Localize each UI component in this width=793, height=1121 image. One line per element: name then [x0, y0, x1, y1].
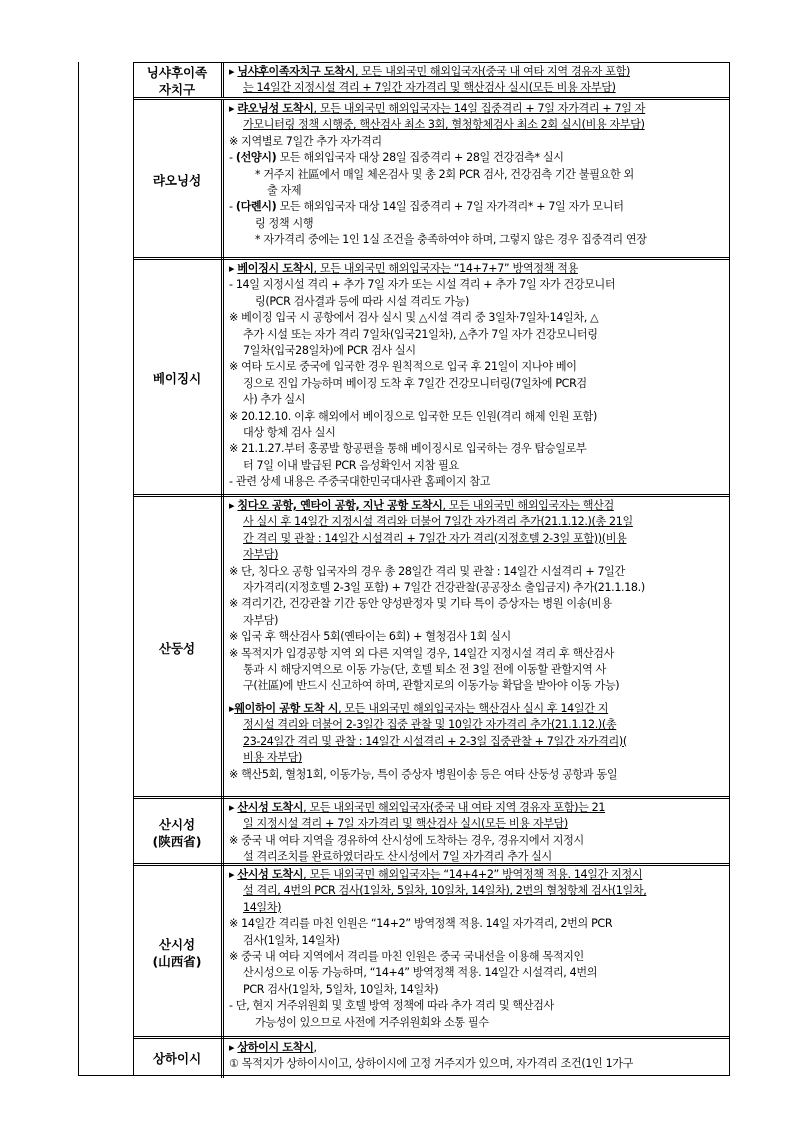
text-segment: 통과 시 해당지역으로 이동 가능(단, 호텔 퇴소 전 3일 전에 이동할 관할지역 사 [243, 663, 606, 677]
text-segment: ※ 20.12.10. 이후 해외에서 베이징으로 입국한 모든 인원(격리 해제 인원 포함) [229, 409, 597, 423]
text-line [229, 531, 725, 547]
region-name: 자치구 [158, 81, 196, 97]
region-policy-text [229, 64, 725, 97]
text-segment: ▸ [229, 65, 238, 78]
text-segment: 링 정책 시행 [255, 216, 314, 230]
region-row-shanghai [133, 1036, 729, 1078]
text-line [229, 232, 725, 248]
text-segment: 23-24일간 격리 및 관찰 : 14일간 시설격리 + 2-3일 집중관찰 + 7일간 자가격리)( [243, 734, 627, 748]
text-line [229, 800, 725, 816]
text-line [229, 1040, 725, 1056]
text-segment: ※ 격리기간, 건강관찰 기간 동안 양성판정자 및 기타 특이 증상자는 병원 이송(비용 [229, 597, 612, 611]
text-segment: ※ 목적지가 입경공항 지역 외 다른 지역일 경우, 14일간 지정시설 격리 후 핵산검사 [229, 646, 615, 660]
text-segment: ▸ [229, 868, 238, 881]
text-line [229, 596, 725, 612]
text-line [229, 965, 725, 981]
text-segment: 칭다오 공항, 옌타이 공항, 지난 공항 도착시 [237, 499, 443, 512]
region-name-cell [133, 1039, 224, 1078]
text-segment: 출 자제 [267, 184, 302, 198]
text-segment: ▸ [229, 701, 235, 715]
text-segment: ※ 여타 도시로 중국에 입국한 경우 원칙적으로 입국 후 21일이 지나야 베이 [229, 360, 577, 374]
text-segment: 가모니터링 정책 시행중, 핵산검사 최소 3회, 혈청항체검사 최소 2회 실시(비용 자부담) [243, 118, 645, 132]
text-line [229, 580, 725, 596]
text-segment: ※ 중국 내 여타 지역에서 격리를 마친 인원은 중국 국내선을 이용해 목적지인 [229, 950, 584, 964]
text-segment: ※ 중국 내 여타 지역을 경유하여 산시성에 도착하는 경우, 경유지에서 지정시 [229, 833, 584, 847]
text-line [229, 117, 725, 133]
text-line [229, 678, 725, 694]
text-line [229, 613, 725, 629]
text-segment: ▸ [229, 801, 238, 814]
text-segment: 베이징시 도착시 [237, 262, 314, 275]
text-line [229, 1056, 725, 1072]
text-segment: 자부담) [243, 613, 279, 627]
text-segment: 대상 항체 검사 실시 [243, 426, 336, 440]
text-line [229, 883, 725, 899]
text-segment: , 모든 내외국민 해외입국자(중국 내 여타 지역 경유자 포함) [354, 65, 630, 78]
text-segment: 는 14일간 지정시설 격리 + 7일간 자가격리 및 핵산검사 실시(모든 비용 자부담) [243, 81, 616, 95]
text-segment: ※ 단, 칭다오 공항 입국자의 경우 총 28일간 격리 및 관찰 : 14일간 시설격리 + 7일간 [229, 564, 625, 578]
text-segment: ▸ [229, 102, 238, 115]
text-segment: ※ 핵산5회, 혈청1회, 이동가능, 특이 증상자 병원이송 등은 여타 산둥성 공항과 동일 [229, 767, 618, 781]
region-policy-text [229, 261, 725, 491]
document-page [78, 62, 730, 1076]
text-line [229, 816, 725, 832]
region-name: 산시성 [158, 816, 196, 832]
text-segment: ① 목적지가 상하이시이고, 상하이시에 고정 거주지가 있으며, 자가격리 조건(1인 1가구 [229, 1057, 634, 1071]
text-segment: 산시성으로 이동 가능하며, “14+4” 방역정책 적용. 14일간 시설격리, 4번의 [243, 966, 598, 980]
text-line [229, 216, 725, 232]
region-policy-text [229, 800, 725, 866]
text-segment: 산시성 도착시 [237, 801, 304, 814]
text-line [229, 294, 725, 310]
text-segment: 가능성이 있으므로 사전에 거주위원회와 소통 필수 [255, 1015, 489, 1029]
text-segment: 사 실시 후 14일간 지정시설 격리와 더불어 7일간 자가격리 추가(21.1.12.)(총 21일 [243, 515, 633, 529]
text-line [229, 327, 725, 343]
text-line [229, 767, 725, 783]
text-line [229, 199, 725, 215]
text-line [229, 998, 725, 1014]
text-segment: 터 7일 이내 발급된 PCR 음성확인서 지참 필요 [243, 458, 459, 472]
text-segment: ※ 14일간 격리를 마친 인원은 “14+2” 방역정책 적용. 14일 자가격리, 2번의 PCR [229, 917, 613, 931]
text-segment: 구(社區)에 반드시 신고하여 하며, 관할지로의 이동가능 확답을 받아야 이동 가능) [243, 679, 620, 693]
region-name: 베이징시 [152, 371, 202, 386]
text-segment: 간 격리 및 관찰 : 14일간 시설격리 + 7일간 자가 격리(지정호텔 2-3일 포함))(비용 [243, 531, 627, 545]
text-line [229, 261, 725, 277]
text-segment: , 모든 내외국민 해외입국자(중국 내 여타 지역 경유자 포함)는 21 [303, 801, 606, 814]
region-row-shaanxi [133, 796, 729, 866]
text-segment: ※ 21.1.27.부터 홍콩발 항공편을 통해 베이징시로 입국하는 경우 탑승일로부 [229, 442, 587, 456]
region-name-cell [133, 497, 224, 799]
text-line [229, 900, 725, 916]
text-line [229, 514, 725, 530]
text-segment: 징으로 진입 가능하며 베이징 도착 후 7일간 건강모니터링(7일차에 PCR검 [243, 376, 587, 390]
text-line [229, 734, 725, 750]
text-segment: PCR 검사(1일차, 5일차, 10일차, 14일차) [243, 982, 439, 996]
text-segment: - 14일 지정시설 격리 + 추가 7일 자가 또는 시설 격리 + 추가 7일 자가 건강모니터 [229, 278, 616, 292]
text-line [229, 933, 725, 949]
text-segment: - 단, 현지 거주위원회 및 호텔 방역 정책에 따라 추가 격리 및 핵산검사 [229, 999, 554, 1013]
text-line [229, 359, 725, 375]
region-policy-text [229, 498, 725, 783]
text-line [229, 474, 725, 490]
region-name: 랴오닝성 [152, 172, 202, 188]
text-segment: ▸ [229, 499, 238, 512]
text-segment: ▸ [229, 1041, 238, 1054]
text-line [229, 376, 725, 392]
text-line [229, 64, 725, 80]
region-row-shanxi [133, 863, 729, 1039]
text-line [229, 916, 725, 932]
text-line [229, 646, 725, 662]
text-segment: , 모든 내외국민 해외입국자는 14일 집중격리 + 7일 자가격리 + 7일 자 [313, 102, 646, 115]
text-line [229, 949, 725, 965]
region-name-cell [133, 63, 224, 98]
text-line [229, 564, 725, 580]
text-segment: , 모든 내외국민 해외입국자는 “14+7+7” 방역정책 적용 [313, 262, 578, 275]
outer-left-column [79, 62, 134, 1075]
text-line [229, 277, 725, 293]
text-line [229, 629, 725, 645]
text-segment: 14일차) [243, 900, 282, 914]
text-line [229, 458, 725, 474]
text-line [229, 441, 725, 457]
text-line [229, 547, 725, 563]
text-line [229, 150, 725, 166]
text-line [229, 662, 725, 678]
text-line [229, 498, 725, 514]
region-name: (陕西省) [152, 833, 202, 849]
text-line [229, 717, 725, 733]
text-line [229, 392, 725, 408]
text-segment: 모든 해외입국자 대상 28일 집중격리 + 28일 건강검측* 실시 [276, 151, 564, 165]
text-segment: 웨이하이 공항 도착 시 [234, 701, 339, 715]
text-line [229, 101, 725, 117]
text-line [229, 183, 725, 199]
text-segment: * 거주지 社區에서 매일 체온검사 및 총 2회 PCR 검사, 건강검측 기간 불필요한 외 [255, 167, 634, 181]
region-row-beijing [133, 257, 729, 497]
region-row-ningxia [133, 62, 729, 98]
text-segment: , 모든 내외국민 해외입국자는 핵산검사 실시 후 14일간 지 [338, 701, 609, 715]
text-segment: * 자가격리 중에는 1인 1실 조건을 충족하여야 하며, 그렇지 않은 경우 집중격리 연장 [255, 233, 647, 247]
text-segment: 설 격리조치를 완료하였더라도 산시성에서 7일 자가격리 추가 실시 [243, 850, 552, 864]
text-line [229, 343, 725, 359]
text-line [229, 310, 725, 326]
region-name: (山西省) [152, 953, 202, 969]
region-name: 닝샤후이족 [146, 64, 208, 80]
text-segment: 자가격리(지정호텔 2-3일 포함) + 7일간 건강관찰(공공장소 출입금지) 추가(21.1.18.) [243, 581, 645, 595]
region-name-cell [133, 260, 224, 497]
text-line [229, 167, 725, 183]
text-segment: 모든 해외입국자 대상 14일 집중격리 + 7일 자가격리* + 7일 자가 모니터 [276, 200, 624, 214]
text-segment: 설 격리, 4번의 PCR 검사(1일차, 5일차, 10일차, 14일차), 2번의 혈청항체 검사(1일차, [243, 884, 647, 898]
text-segment: , [313, 1041, 317, 1054]
region-policy-text [229, 101, 725, 249]
text-line [229, 701, 725, 717]
text-segment: (선양시) [235, 151, 277, 165]
region-policy-text [229, 1040, 725, 1073]
text-segment: - [229, 151, 236, 165]
text-segment: ▸ [229, 262, 238, 275]
text-line [229, 409, 725, 425]
region-name-cell [133, 799, 224, 866]
text-segment: 추가 시설 또는 자가 격리 7일차(입국21일차), △추가 7일 자가 건강모니터링 [243, 327, 598, 341]
text-line [229, 134, 725, 150]
text-line [229, 1015, 725, 1031]
text-segment: ※ 입국 후 핵산검사 5회(옌타이는 6회) + 혈청검사 1회 실시 [229, 630, 511, 644]
text-segment: - [229, 200, 236, 214]
text-segment: ※ 베이징 입국 시 공항에서 검사 실시 및 △시설 격리 중 3일차·7일차·14일차, △ [229, 311, 599, 325]
text-segment: 일 지정시설 격리 + 7일 자가격리 및 핵산검사 실시(모든 비용 자부담) [243, 817, 568, 831]
region-name: 상하이시 [152, 1051, 202, 1066]
region-row-liaoning [133, 97, 729, 260]
region-name: 산시성 [158, 936, 196, 952]
text-segment: 닝샤후이족자치구 도착시 [237, 65, 355, 78]
text-segment: 정시설 격리와 더불어 2-3일간 집중 관찰 및 10일간 자가격리 추가(21.1.12.)(총 [243, 718, 617, 732]
text-segment: 검사(1일차, 14일차) [243, 933, 340, 947]
text-line [229, 833, 725, 849]
text-segment: 사) 추가 실시 [243, 393, 306, 407]
text-line [229, 750, 725, 766]
text-segment: 자부담) [243, 548, 279, 562]
region-name: 산둥성 [158, 640, 196, 656]
text-segment: - 관련 상세 내용은 주중국대한민국대사관 홈페이지 참고 [229, 475, 491, 489]
text-segment: , 모든 내외국민 해외입국자는 “14+4+2” 방역정책 적용. 14일간 지정시 [303, 868, 643, 881]
text-segment: (다롄시) [235, 200, 277, 214]
text-segment: 비용 자부담) [243, 751, 302, 765]
text-line [229, 867, 725, 883]
region-name-cell [133, 866, 224, 1039]
text-segment: 상하이시 도착시 [237, 1041, 314, 1054]
text-segment: , 모든 내외국민 해외입국자는 핵산검 [442, 499, 614, 512]
text-segment: 산시성 도착시 [237, 868, 304, 881]
text-segment: ※ 지역별로 7일간 추가 자가격리 [229, 134, 382, 148]
region-policy-text [229, 867, 725, 1031]
text-line [229, 982, 725, 998]
text-line [229, 80, 725, 96]
text-segment: 랴오닝성 도착시 [237, 102, 314, 115]
region-name-cell [133, 100, 224, 260]
region-row-shandong [133, 494, 729, 799]
text-segment: 링(PCR 검사결과 등에 따라 시설 격리도 가능) [255, 294, 469, 308]
text-line [229, 425, 725, 441]
text-segment: 7일차(입국28일차)에 PCR 검사 실시 [243, 344, 416, 358]
